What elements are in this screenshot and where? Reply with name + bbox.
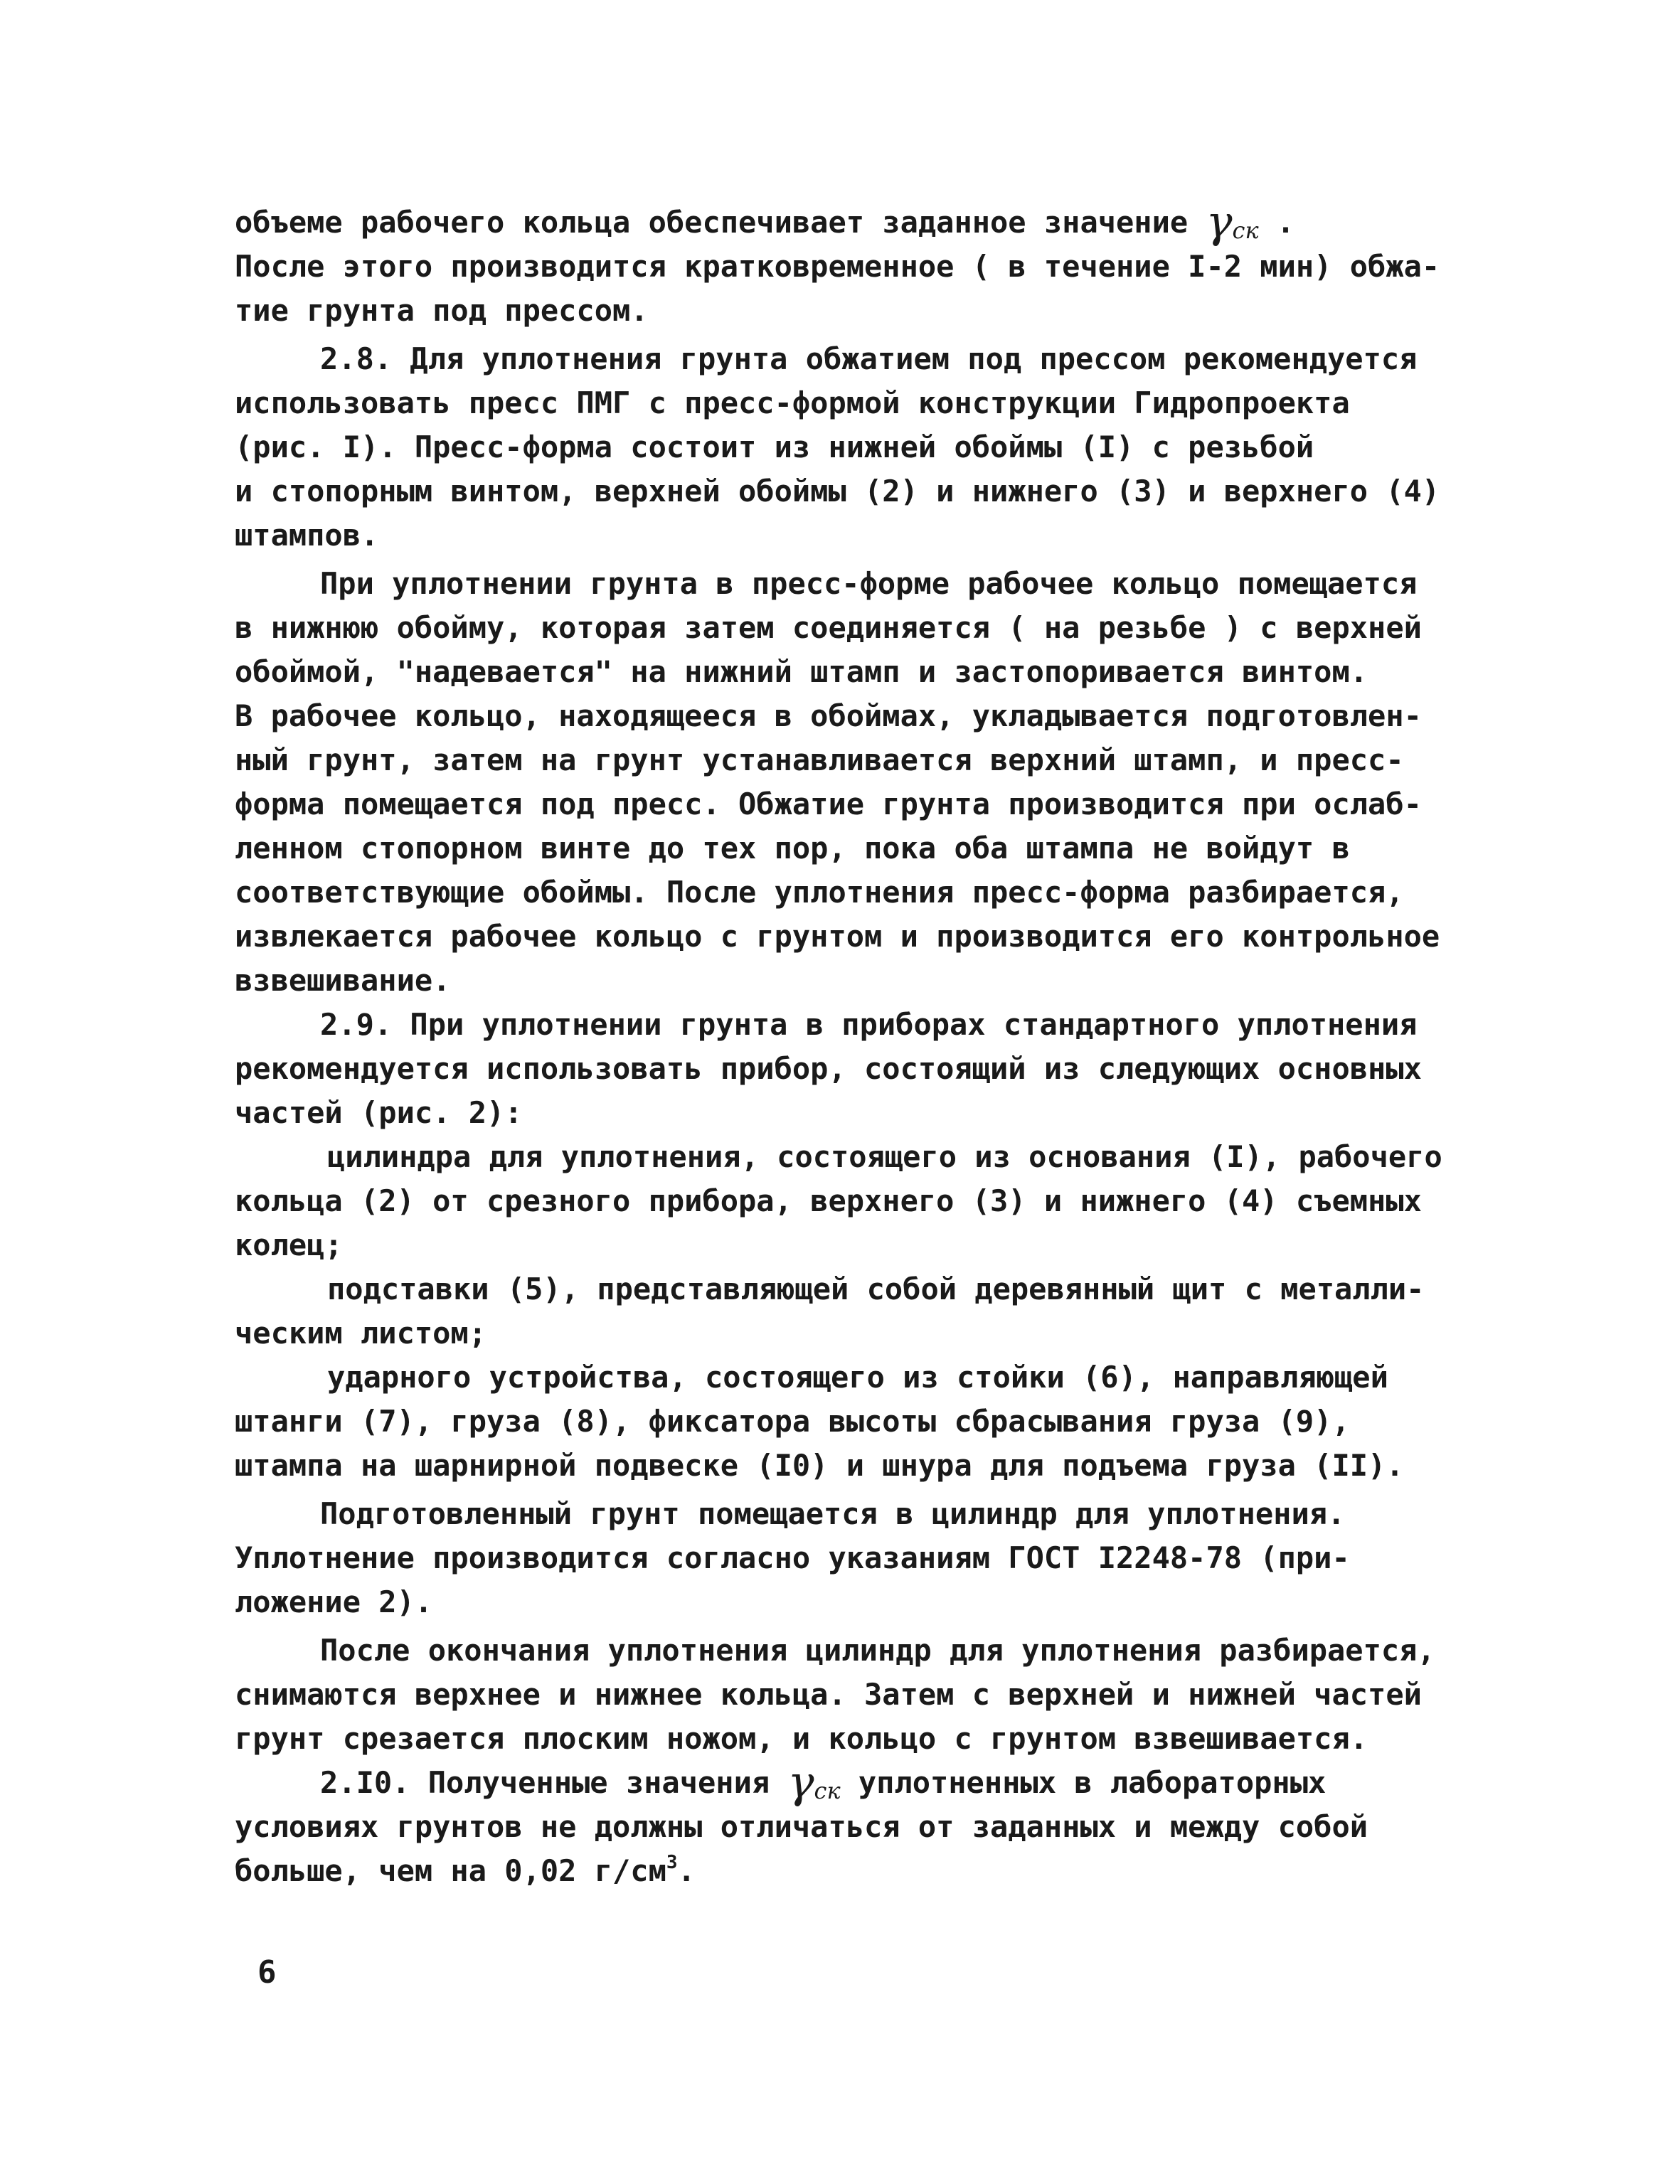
text-line <box>235 196 1444 247</box>
text-line: кольца (2) от срезного прибора, верхнего (3) и нижнего (4) съемных <box>235 1183 1422 1218</box>
text-line: штампа на шарнирной подвеске (I0) и шнура для подъема груза (II). <box>235 1448 1404 1483</box>
gamma-symbol: γ <box>1206 196 1233 247</box>
text-fragment: больше, чем на 0,02 г/см <box>235 1853 666 1888</box>
text-line: тие грунта под прессом. <box>235 293 649 328</box>
page-number: 6 <box>257 1954 277 1991</box>
text-line: После этого производится кратковременное ( в течение I-2 мин) обжа- <box>235 249 1440 284</box>
text-fragment: объеме рабочего кольца обеспечивает заданное значение <box>235 205 1206 240</box>
text-line: рекомендуется использовать прибор, состоящий из следующих основных <box>235 1051 1422 1086</box>
gamma-symbol: γ <box>787 1756 814 1808</box>
text-line: штанги (7), груза (8), фиксатора высоты сбрасывания груза (9), <box>235 1404 1350 1439</box>
text-line: соответствующие обоймы. После уплотнения пресс-форма разбирается, <box>235 875 1404 910</box>
text-fragment: уплотненных в лабораторных <box>840 1765 1327 1800</box>
text-line: В рабочее кольцо, находящееся в обоймах, укладывается подготовлен- <box>235 698 1422 733</box>
text-line: форма помещается под пресс. Обжатие грунта производится при ослаб- <box>235 787 1422 821</box>
text-line: Уплотнение производится согласно указаниям ГОСТ I2248-78 (при- <box>235 1540 1350 1575</box>
text-line: ленном стопорном винте до тех пор, пока оба штампа не войдут в <box>235 831 1350 865</box>
paragraph-start: При уплотнении грунта в пресс-форме рабочее кольцо помещается <box>320 566 1418 601</box>
body-text <box>235 196 1444 1893</box>
text-line: частей (рис. 2): <box>235 1095 523 1130</box>
text-line: извлекается рабочее кольцо с грунтом и производится его контрольное <box>235 919 1440 954</box>
text-line: обоймой, "надевается" на нижний штамп и застопоривается винтом. <box>235 654 1368 689</box>
text-line: условиях грунтов не должны отличаться от заданных и между собой <box>235 1809 1368 1844</box>
superscript: 3 <box>666 1852 678 1873</box>
paragraph-2-10-start <box>235 1756 1444 1808</box>
text-line: штампов. <box>235 518 379 553</box>
text-line: использовать пресс ПМГ с пресс-формой конструкции Гидропроекта <box>235 385 1350 420</box>
text-line: грунт срезается плоским ножом, и кольцо с грунтом взвешивается. <box>235 1721 1368 1756</box>
paragraph-2-9-start: 2.9. При уплотнении грунта в приборах стандартного уплотнения <box>320 1007 1418 1042</box>
text-line: в нижнюю обойму, которая затем соединяется ( на резьбе ) с верхней <box>235 610 1422 645</box>
text-line: ложение 2). <box>235 1584 433 1619</box>
paragraph-start: После окончания уплотнения цилиндр для уплотнения разбирается, <box>320 1633 1435 1668</box>
text-line: взвешивание. <box>235 963 451 998</box>
list-item-start: ударного устройства, состоящего из стойки (6), направляющей <box>327 1360 1388 1395</box>
text-fragment: . <box>677 1853 696 1888</box>
list-item-start: подставки (5), представляющей собой деревянный щит с металли- <box>327 1272 1425 1306</box>
text-line: (рис. I). Пресс-форма состоит из нижней обоймы (I) с резьбой <box>235 430 1314 464</box>
list-item-start: цилиндра для уплотнения, состоящего из основания (I), рабочего <box>327 1139 1442 1174</box>
gamma-subscript: ск <box>814 1777 841 1804</box>
text-line: ческим листом; <box>235 1316 487 1351</box>
text-line <box>235 1849 1444 1893</box>
paragraph-2-8-start: 2.8. Для уплотнения грунта обжатием под прессом рекомендуется <box>320 341 1418 376</box>
paragraph-start: Подготовленный грунт помещается в цилиндр для уплотнения. <box>320 1496 1346 1531</box>
text-line: колец; <box>235 1227 343 1262</box>
text-line: снимаются верхнее и нижнее кольца. Затем с верхней и нижней частей <box>235 1677 1422 1712</box>
text-fragment: 2.I0. Полученные значения <box>320 1765 788 1800</box>
text-line: и стопорным винтом, верхней обоймы (2) и нижнего (3) и верхнего (4) <box>235 474 1440 508</box>
text-fragment: . <box>1258 205 1295 240</box>
gamma-subscript: ск <box>1232 217 1259 244</box>
text-line: ный грунт, затем на грунт устанавливается верхний штамп, и пресс- <box>235 742 1404 777</box>
